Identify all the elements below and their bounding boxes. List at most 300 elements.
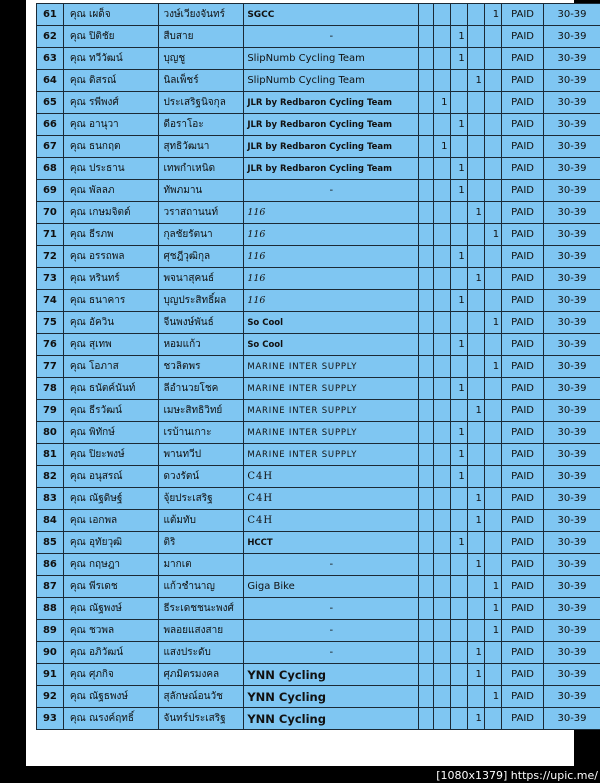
age-group: 30-39 xyxy=(544,158,600,180)
rider-last-name: แสงประดับ xyxy=(159,642,244,664)
category-cell xyxy=(434,664,450,686)
row-number: 92 xyxy=(37,686,64,708)
rider-first-name: คุณ หรินทร์ xyxy=(63,268,159,290)
team-name: MARINE INTER SUPPLY xyxy=(244,356,419,378)
category-cell xyxy=(434,312,450,334)
table-row xyxy=(37,202,600,224)
row-number: 68 xyxy=(37,158,64,180)
category-cell xyxy=(419,400,434,422)
category-cell xyxy=(467,466,484,488)
category-cell xyxy=(450,488,467,510)
category-cell xyxy=(467,576,484,598)
category-cell xyxy=(467,158,484,180)
payment-status: PAID xyxy=(502,158,544,180)
payment-status: PAID xyxy=(502,598,544,620)
category-cell xyxy=(419,620,434,642)
table-row xyxy=(37,554,600,576)
category-cell: 1 xyxy=(484,224,501,246)
category-cell xyxy=(450,202,467,224)
rider-last-name: ลีอำนวยโชค xyxy=(159,378,244,400)
category-cell: 1 xyxy=(450,246,467,268)
category-cell: 1 xyxy=(450,378,467,400)
rider-first-name: คุณ เผด็จ xyxy=(63,4,159,26)
category-cell xyxy=(434,576,450,598)
category-cell xyxy=(419,664,434,686)
row-number: 73 xyxy=(37,268,64,290)
table-row xyxy=(37,48,600,70)
rider-last-name: จีนพงษ์พันธ์ xyxy=(159,312,244,334)
category-cell xyxy=(419,422,434,444)
payment-status: PAID xyxy=(502,510,544,532)
category-cell xyxy=(419,268,434,290)
age-group: 30-39 xyxy=(544,444,600,466)
payment-status: PAID xyxy=(502,422,544,444)
table-row xyxy=(37,510,600,532)
rider-first-name: คุณ พิทักษ์ xyxy=(63,422,159,444)
category-cell xyxy=(467,532,484,554)
row-number: 62 xyxy=(37,26,64,48)
category-cell: 1 xyxy=(450,422,467,444)
table-row xyxy=(37,224,600,246)
category-cell xyxy=(419,158,434,180)
row-number: 65 xyxy=(37,92,64,114)
category-cell xyxy=(484,202,501,224)
age-group: 30-39 xyxy=(544,642,600,664)
category-cell: 1 xyxy=(467,642,484,664)
rider-first-name: คุณ พัลลภ xyxy=(63,180,159,202)
rider-first-name: คุณ เกษมจิตต์ xyxy=(63,202,159,224)
rider-first-name: คุณ โอภาส xyxy=(63,356,159,378)
category-cell xyxy=(467,290,484,312)
category-cell xyxy=(419,312,434,334)
category-cell xyxy=(467,224,484,246)
category-cell xyxy=(450,4,467,26)
age-group: 30-39 xyxy=(544,576,600,598)
category-cell xyxy=(434,180,450,202)
category-cell xyxy=(467,48,484,70)
category-cell xyxy=(467,246,484,268)
rider-last-name: ศุภมิตรมงคล xyxy=(159,664,244,686)
table-row xyxy=(37,686,600,708)
category-cell xyxy=(450,664,467,686)
category-cell xyxy=(450,92,467,114)
category-cell xyxy=(419,444,434,466)
category-cell: 1 xyxy=(450,532,467,554)
registration-table xyxy=(36,3,600,730)
payment-status: PAID xyxy=(502,488,544,510)
category-cell xyxy=(467,356,484,378)
row-number: 79 xyxy=(37,400,64,422)
category-cell: 1 xyxy=(450,180,467,202)
table-row xyxy=(37,290,600,312)
table-row xyxy=(37,4,600,26)
rider-last-name: พจนาสุคนธ์ xyxy=(159,268,244,290)
table-row xyxy=(37,444,600,466)
category-cell xyxy=(450,708,467,730)
rider-first-name: คุณ ธนาคาร xyxy=(63,290,159,312)
payment-status: PAID xyxy=(502,92,544,114)
row-number: 88 xyxy=(37,598,64,620)
category-cell xyxy=(450,554,467,576)
category-cell xyxy=(434,642,450,664)
category-cell xyxy=(450,312,467,334)
age-group: 30-39 xyxy=(544,466,600,488)
category-cell xyxy=(450,400,467,422)
category-cell xyxy=(434,708,450,730)
rider-first-name: คุณ ณรงค์ฤทธิ์ xyxy=(63,708,159,730)
rider-first-name: คุณ อุทัยวุฒิ xyxy=(63,532,159,554)
category-cell xyxy=(484,158,501,180)
rider-first-name: คุณ ชวพล xyxy=(63,620,159,642)
category-cell xyxy=(467,598,484,620)
payment-status: PAID xyxy=(502,224,544,246)
category-cell xyxy=(434,620,450,642)
rider-last-name: ดวงรัตน์ xyxy=(159,466,244,488)
team-name: SlipNumb Cycling Team xyxy=(244,70,419,92)
payment-status: PAID xyxy=(502,686,544,708)
category-cell xyxy=(450,686,467,708)
category-cell xyxy=(484,708,501,730)
row-number: 74 xyxy=(37,290,64,312)
category-cell xyxy=(484,48,501,70)
table-row xyxy=(37,576,600,598)
category-cell xyxy=(434,466,450,488)
rider-first-name: คุณ ธนกฤต xyxy=(63,136,159,158)
category-cell xyxy=(484,378,501,400)
category-cell xyxy=(484,444,501,466)
rider-last-name: นิลเพ็ชร์ xyxy=(159,70,244,92)
row-number: 89 xyxy=(37,620,64,642)
payment-status: PAID xyxy=(502,48,544,70)
category-cell xyxy=(434,4,450,26)
age-group: 30-39 xyxy=(544,290,600,312)
table-row xyxy=(37,488,600,510)
team-name: JLR by Redbaron Cycling Team xyxy=(244,136,419,158)
payment-status: PAID xyxy=(502,268,544,290)
team-name: C4H xyxy=(244,488,419,510)
category-cell xyxy=(467,444,484,466)
category-cell xyxy=(484,466,501,488)
rider-last-name: เมษะสิทธิวิทย์ xyxy=(159,400,244,422)
category-cell xyxy=(434,224,450,246)
table-row xyxy=(37,180,600,202)
payment-status: PAID xyxy=(502,180,544,202)
category-cell xyxy=(484,114,501,136)
rider-first-name: คุณ ดิสรณ์ xyxy=(63,70,159,92)
team-name: MARINE INTER SUPPLY xyxy=(244,422,419,444)
rider-first-name: คุณ สุเทพ xyxy=(63,334,159,356)
category-cell xyxy=(434,356,450,378)
row-number: 70 xyxy=(37,202,64,224)
category-cell: 1 xyxy=(450,26,467,48)
category-cell xyxy=(434,422,450,444)
category-cell: 1 xyxy=(467,554,484,576)
payment-status: PAID xyxy=(502,642,544,664)
age-group: 30-39 xyxy=(544,422,600,444)
rider-first-name: คุณ รพีพงศ์ xyxy=(63,92,159,114)
team-name: - xyxy=(244,642,419,664)
rider-last-name: บุญประสิทธิ์ผล xyxy=(159,290,244,312)
table-row xyxy=(37,70,600,92)
category-cell xyxy=(467,92,484,114)
team-name: MARINE INTER SUPPLY xyxy=(244,400,419,422)
category-cell xyxy=(419,224,434,246)
payment-status: PAID xyxy=(502,26,544,48)
age-group: 30-39 xyxy=(544,4,600,26)
category-cell: 1 xyxy=(467,708,484,730)
rider-last-name: วงษ์เวียงจันทร์ xyxy=(159,4,244,26)
row-number: 93 xyxy=(37,708,64,730)
age-group: 30-39 xyxy=(544,202,600,224)
age-group: 30-39 xyxy=(544,312,600,334)
age-group: 30-39 xyxy=(544,268,600,290)
team-name: - xyxy=(244,598,419,620)
category-cell xyxy=(484,92,501,114)
table-row xyxy=(37,532,600,554)
rider-last-name: กุลชัยรัตนา xyxy=(159,224,244,246)
age-group: 30-39 xyxy=(544,708,600,730)
rider-first-name: คุณ กฤษฎา xyxy=(63,554,159,576)
rider-last-name: ชวลิตพร xyxy=(159,356,244,378)
category-cell xyxy=(434,378,450,400)
category-cell xyxy=(484,180,501,202)
team-name: SGCC xyxy=(244,4,419,26)
document-page xyxy=(26,0,587,766)
category-cell: 1 xyxy=(467,268,484,290)
category-cell xyxy=(434,158,450,180)
category-cell: 1 xyxy=(484,312,501,334)
rider-first-name: คุณ ธีรภพ xyxy=(63,224,159,246)
category-cell xyxy=(434,444,450,466)
payment-status: PAID xyxy=(502,444,544,466)
category-cell xyxy=(419,510,434,532)
payment-status: PAID xyxy=(502,4,544,26)
row-number: 76 xyxy=(37,334,64,356)
category-cell: 1 xyxy=(484,686,501,708)
rider-first-name: คุณ เอกพล xyxy=(63,510,159,532)
rider-last-name: วราสถานนท์ xyxy=(159,202,244,224)
table-row xyxy=(37,620,600,642)
category-cell xyxy=(419,576,434,598)
row-number: 72 xyxy=(37,246,64,268)
payment-status: PAID xyxy=(502,708,544,730)
rider-first-name: คุณ อานุวา xyxy=(63,114,159,136)
category-cell xyxy=(434,246,450,268)
payment-status: PAID xyxy=(502,576,544,598)
category-cell xyxy=(467,686,484,708)
category-cell xyxy=(434,202,450,224)
payment-status: PAID xyxy=(502,70,544,92)
category-cell xyxy=(419,70,434,92)
category-cell xyxy=(467,378,484,400)
category-cell xyxy=(434,554,450,576)
category-cell xyxy=(450,642,467,664)
category-cell: 1 xyxy=(467,400,484,422)
row-number: 80 xyxy=(37,422,64,444)
rider-first-name: คุณ ปิติชัย xyxy=(63,26,159,48)
rider-last-name: เรบ้านเกาะ xyxy=(159,422,244,444)
category-cell: 1 xyxy=(467,510,484,532)
table-row xyxy=(37,598,600,620)
rider-last-name: สุลักษณ์อนวัช xyxy=(159,686,244,708)
payment-status: PAID xyxy=(502,466,544,488)
category-cell xyxy=(484,268,501,290)
team-name: JLR by Redbaron Cycling Team xyxy=(244,114,419,136)
age-group: 30-39 xyxy=(544,48,600,70)
category-cell xyxy=(419,92,434,114)
category-cell xyxy=(419,488,434,510)
row-number: 67 xyxy=(37,136,64,158)
category-cell xyxy=(484,510,501,532)
table-row xyxy=(37,334,600,356)
age-group: 30-39 xyxy=(544,114,600,136)
rider-first-name: คุณ อนุสรณ์ xyxy=(63,466,159,488)
rider-first-name: คุณ อัควิน xyxy=(63,312,159,334)
team-name: 116 xyxy=(244,246,419,268)
category-cell: 1 xyxy=(467,70,484,92)
payment-status: PAID xyxy=(502,554,544,576)
category-cell: 1 xyxy=(450,48,467,70)
category-cell xyxy=(434,488,450,510)
rider-first-name: คุณ พีรเดช xyxy=(63,576,159,598)
category-cell xyxy=(467,114,484,136)
category-cell xyxy=(450,356,467,378)
team-name: HCCT xyxy=(244,532,419,554)
rider-first-name: คุณ ธนัตค์นันท์ xyxy=(63,378,159,400)
category-cell xyxy=(419,642,434,664)
category-cell xyxy=(467,312,484,334)
team-name: 116 xyxy=(244,224,419,246)
rider-last-name: ติริ xyxy=(159,532,244,554)
category-cell xyxy=(467,26,484,48)
age-group: 30-39 xyxy=(544,246,600,268)
payment-status: PAID xyxy=(502,334,544,356)
team-name: - xyxy=(244,180,419,202)
team-name: JLR by Redbaron Cycling Team xyxy=(244,92,419,114)
category-cell xyxy=(434,400,450,422)
category-cell xyxy=(484,664,501,686)
category-cell xyxy=(467,180,484,202)
row-number: 85 xyxy=(37,532,64,554)
payment-status: PAID xyxy=(502,378,544,400)
rider-last-name: ทัพภมาน xyxy=(159,180,244,202)
team-name: So Cool xyxy=(244,312,419,334)
row-number: 91 xyxy=(37,664,64,686)
rider-last-name: จุ้ยประเสริฐ xyxy=(159,488,244,510)
category-cell xyxy=(467,4,484,26)
row-number: 84 xyxy=(37,510,64,532)
rider-last-name: บุญชู xyxy=(159,48,244,70)
category-cell xyxy=(450,224,467,246)
category-cell xyxy=(419,246,434,268)
category-cell xyxy=(419,708,434,730)
rider-last-name: แต้มทับ xyxy=(159,510,244,532)
category-cell xyxy=(434,290,450,312)
age-group: 30-39 xyxy=(544,378,600,400)
category-cell: 1 xyxy=(467,664,484,686)
category-cell xyxy=(434,686,450,708)
category-cell xyxy=(419,356,434,378)
payment-status: PAID xyxy=(502,290,544,312)
row-number: 83 xyxy=(37,488,64,510)
team-name: So Cool xyxy=(244,334,419,356)
rider-last-name: สุทธิวัฒนา xyxy=(159,136,244,158)
category-cell xyxy=(484,246,501,268)
age-group: 30-39 xyxy=(544,136,600,158)
team-name: - xyxy=(244,554,419,576)
category-cell xyxy=(419,532,434,554)
row-number: 78 xyxy=(37,378,64,400)
table-row xyxy=(37,158,600,180)
category-cell xyxy=(434,510,450,532)
category-cell xyxy=(484,532,501,554)
category-cell: 1 xyxy=(450,290,467,312)
category-cell xyxy=(434,334,450,356)
category-cell xyxy=(434,532,450,554)
category-cell: 1 xyxy=(450,114,467,136)
payment-status: PAID xyxy=(502,136,544,158)
category-cell xyxy=(484,26,501,48)
age-group: 30-39 xyxy=(544,26,600,48)
category-cell xyxy=(467,620,484,642)
payment-status: PAID xyxy=(502,620,544,642)
category-cell xyxy=(419,26,434,48)
category-cell: 1 xyxy=(450,158,467,180)
category-cell: 1 xyxy=(484,620,501,642)
rider-first-name: คุณ ทวีวัฒน์ xyxy=(63,48,159,70)
category-cell: 1 xyxy=(450,334,467,356)
payment-status: PAID xyxy=(502,664,544,686)
table-row xyxy=(37,708,600,730)
team-name: MARINE INTER SUPPLY xyxy=(244,378,419,400)
rider-first-name: คุณ ศุภกิจ xyxy=(63,664,159,686)
category-cell xyxy=(450,136,467,158)
payment-status: PAID xyxy=(502,356,544,378)
category-cell xyxy=(419,598,434,620)
category-cell xyxy=(419,4,434,26)
table-row xyxy=(37,26,600,48)
rider-first-name: คุณ ประธาน xyxy=(63,158,159,180)
table-row xyxy=(37,400,600,422)
category-cell xyxy=(467,422,484,444)
category-cell: 1 xyxy=(484,598,501,620)
age-group: 30-39 xyxy=(544,180,600,202)
team-name: C4H xyxy=(244,510,419,532)
team-name: C4H xyxy=(244,466,419,488)
table-row xyxy=(37,268,600,290)
category-cell xyxy=(419,136,434,158)
watermark: [1080x1379] https://upic.me/ xyxy=(436,769,598,782)
category-cell xyxy=(484,136,501,158)
team-name: YNN Cycling xyxy=(244,664,419,686)
row-number: 66 xyxy=(37,114,64,136)
category-cell xyxy=(419,48,434,70)
table-row xyxy=(37,312,600,334)
category-cell xyxy=(450,268,467,290)
category-cell xyxy=(419,466,434,488)
row-number: 63 xyxy=(37,48,64,70)
category-cell xyxy=(419,114,434,136)
category-cell xyxy=(419,202,434,224)
row-number: 64 xyxy=(37,70,64,92)
rider-last-name: พานทวีป xyxy=(159,444,244,466)
age-group: 30-39 xyxy=(544,70,600,92)
team-name: 116 xyxy=(244,202,419,224)
table-row xyxy=(37,422,600,444)
table-row xyxy=(37,114,600,136)
age-group: 30-39 xyxy=(544,92,600,114)
age-group: 30-39 xyxy=(544,356,600,378)
